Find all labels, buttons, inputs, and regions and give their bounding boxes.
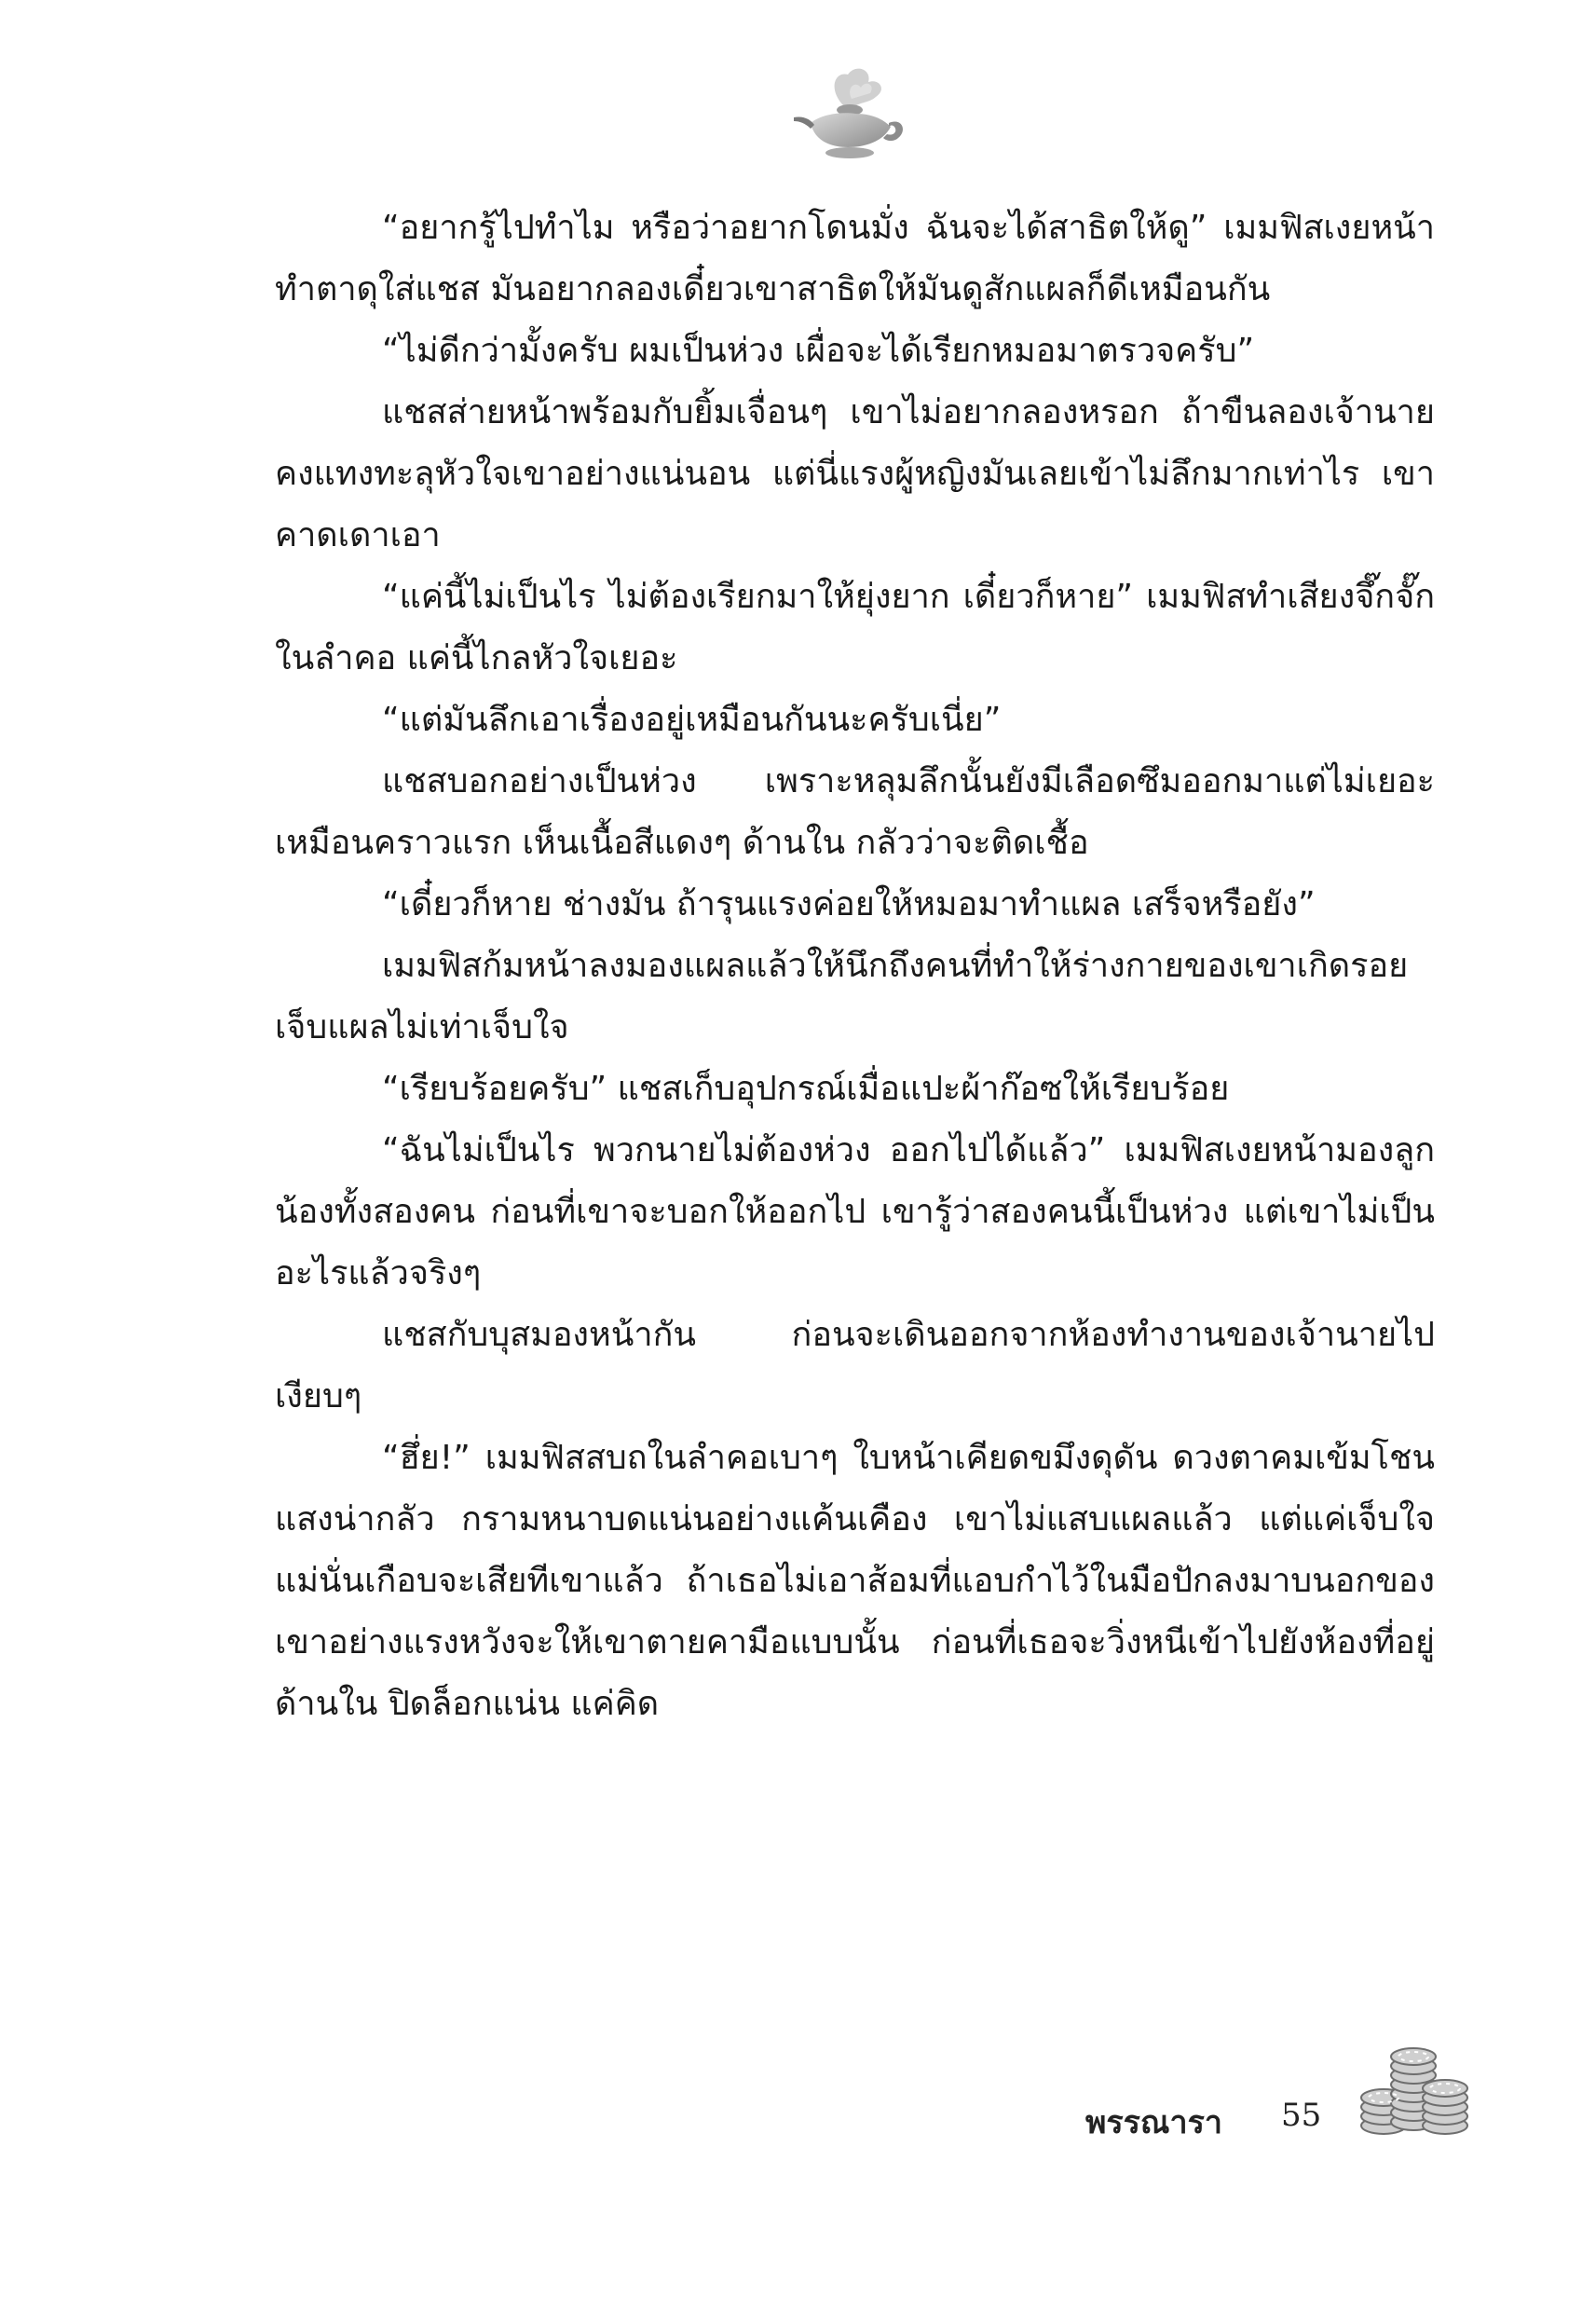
paragraph: แชสบอกอย่างเป็นห่วง เพราะหลุมลึกนั้นยังมีเลือดซึมออกมาแต่ไม่เยอะเหมือนคราวแรก เห็นเนื้อสีแดงๆ ด้านใน กลัวว่าจะติดเชื้อ — [275, 762, 1435, 862]
paragraph: “ฉันไม่เป็นไร พวกนายไม่ต้องห่วง ออกไปได้แล้ว” เมมฟิสเงยหน้ามองลูกน้องทั้งสองคน ก่อนที่เขาจะบอกให้ออกไป เขารู้ว่าสองคนนี้เป็นห่วง แต่เขาไม่เป็นอะไรแล้วจริงๆ — [275, 1131, 1435, 1292]
paragraph: “ฮึ่ย!” เมมฟิสสบถในลำคอเบาๆ ใบหน้าเคียดขมึงดุดัน ดวงตาคมเข้มโชนแสงน่ากลัว กรามหนาบดแน่นอย่างแค้นเคือง เขาไม่แสบแผลแล้ว แต่แค่เจ็บใจ แม่นั่นเกือบจะเสียทีเขาแล้ว ถ้าเธอไม่เอาส้อมที่แอบกำไว้ในมือปักลงมาบนอกของเขาอย่างแรงหวังจะให้เขาตายคามือแบบนั้น ก่อนที่เธอจะวิ่งหนีเข้าไปยังห้องที่อยู่ด้านใน ปิดล็อกแน่น แค่คิด — [275, 1439, 1435, 1723]
paragraph: “ไม่ดีกว่ามั้งครับ ผมเป็นห่วง เผื่อจะได้เรียกหมอมาตรวจครับ” — [382, 332, 1255, 370]
page-number: 55 — [1281, 2097, 1322, 2134]
paragraph: “อยากรู้ไปทำไม หรือว่าอยากโดนมั่ง ฉันจะได้สาธิตให้ดู” เมมฟิสเงยหน้าทำตาดุใส่แชส มันอยากลองเดี๋ยวเขาสาธิตให้มันดูสักแผลก็ดีเหมือนกัน — [275, 209, 1435, 308]
paragraph: แชสส่ายหน้าพร้อมกับยิ้มเจื่อนๆ เขาไม่อยากลองหรอก ถ้าขืนลองเจ้านายคงแทงทะลุหัวใจเขาอย่างแน่นอน แต่นี่แรงผู้หญิงมันเลยเข้าไม่ลึกมากเท่าไร เขาคาดเดาเอา — [275, 393, 1435, 554]
body-text — [275, 198, 1435, 1735]
paragraph: “แต่มันลึกเอาเรื่องอยู่เหมือนกันนะครับเนี่ย” — [382, 701, 1002, 739]
paragraph: แชสกับบุสมองหน้ากัน ก่อนจะเดินออกจากห้องทำงานของเจ้านายไปเงียบๆ — [275, 1316, 1435, 1415]
paragraph: “แค่นี้ไม่เป็นไร ไม่ต้องเรียกมาให้ยุ่งยาก เดี๋ยวก็หาย” เมมฟิสทำเสียงจึ๊กจั๊กในลำคอ แค่นี้ไกลหัวใจเยอะ — [275, 578, 1435, 677]
genie-lamp-icon — [790, 62, 911, 164]
footer-title: พรรณารา — [1085, 2104, 1222, 2141]
poker-chips-icon — [1356, 2036, 1472, 2139]
paragraph: “เรียบร้อยครับ” แชสเก็บอุปกรณ์เมื่อแปะผ้าก๊อซให้เรียบร้อย — [382, 1070, 1230, 1108]
paragraph: “เดี๋ยวก็หาย ช่างมัน ถ้ารุนแรงค่อยให้หมอมาทำแผล เสร็จหรือยัง” — [382, 885, 1316, 923]
paragraph: เมมฟิสก้มหน้าลงมองแผลแล้วให้นึกถึงคนที่ทำให้ร่างกายของเขาเกิดรอย เจ็บแผลไม่เท่าเจ็บใจ — [275, 947, 1409, 1046]
